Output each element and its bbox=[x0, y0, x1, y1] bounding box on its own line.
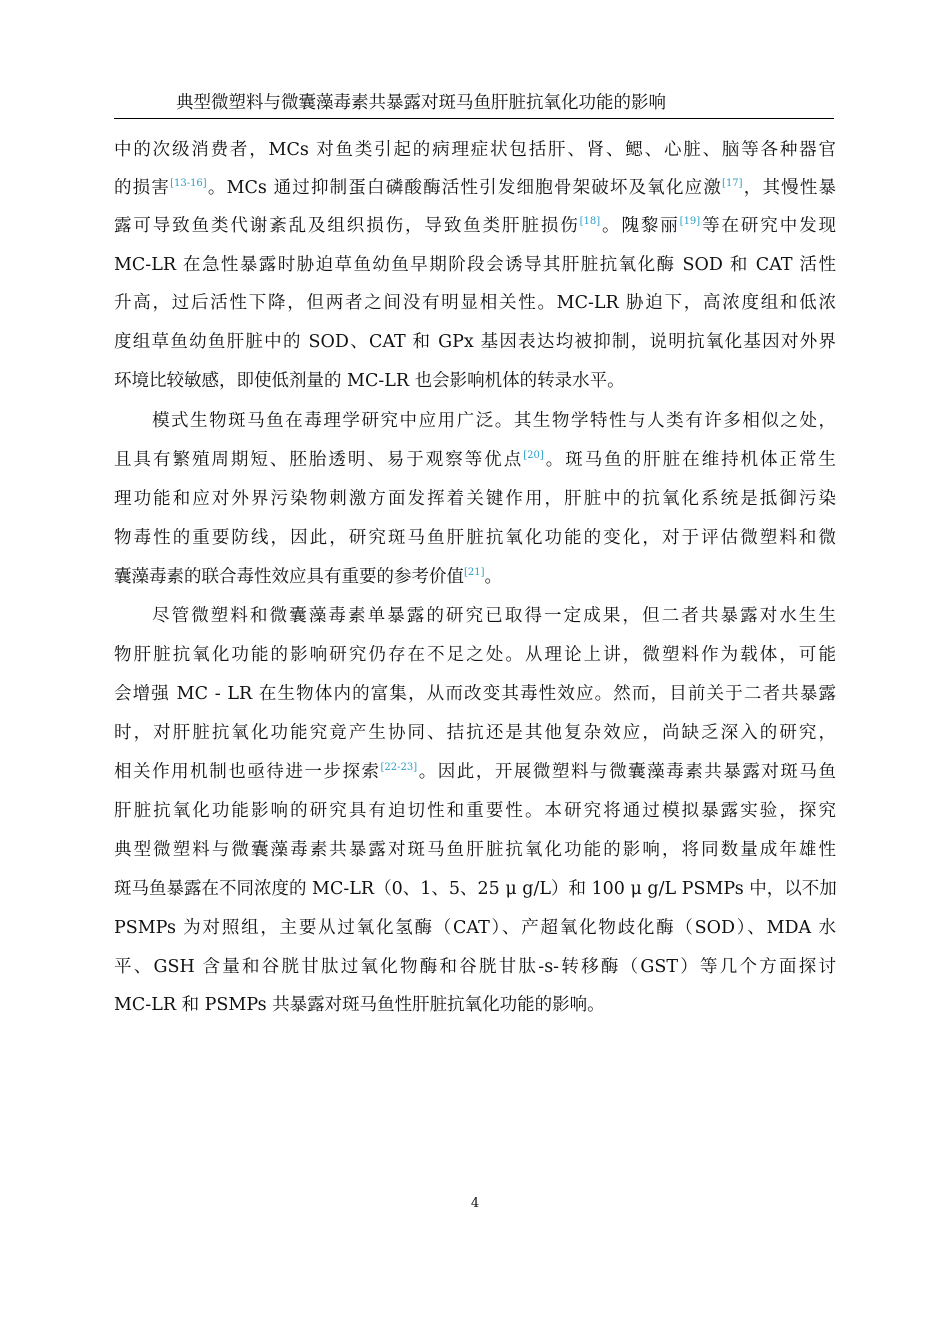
text-segment: 露可导致鱼类代谢紊乱及组织损伤，导致鱼类肝脏损伤 bbox=[114, 216, 580, 236]
text-line bbox=[114, 448, 836, 472]
text-segment: 理功能和应对外界污染物刺激方面发挥着关键作用，肝脏中的抗氧化系统是抵御污染 bbox=[114, 489, 836, 509]
header-title: 典型微塑料与微囊藻毒素共暴露对斑马鱼肝脏抗氧化功能的影响 bbox=[176, 93, 666, 113]
text-segment: 囊藻毒素的联合毒性效应具有重要的参考价值 bbox=[114, 567, 464, 587]
text-line bbox=[114, 916, 836, 940]
text-segment: 的损害 bbox=[114, 178, 171, 198]
text-line bbox=[114, 877, 836, 901]
text-segment: 。斑马鱼的肝脏在维持机体正常生 bbox=[543, 450, 837, 470]
text-segment: 度组草鱼幼鱼肝脏中的 SOD、CAT 和 GPx 基因表达均被抑制，说明抗氧化基因对外界 bbox=[114, 332, 836, 352]
citation-ref[interactable]: [13-16] bbox=[170, 178, 207, 189]
text-segment: MC-LR 和 PSMPs 共暴露对斑马鱼性肝脏抗氧化功能的影响。 bbox=[114, 995, 605, 1015]
text-segment: ，其慢性暴 bbox=[742, 178, 837, 198]
citation-ref[interactable]: [18] bbox=[579, 216, 601, 227]
text-line bbox=[114, 526, 836, 550]
text-segment: 。因此，开展微塑料与微囊藻毒素共暴露对斑马鱼 bbox=[417, 762, 837, 782]
running-header bbox=[114, 92, 834, 119]
citation-ref[interactable]: [21] bbox=[464, 567, 485, 578]
text-segment: PSMPs 为对照组，主要从过氧化氢酶（CAT）、产超氧化物歧化酶（SOD）、MDA 水 bbox=[114, 918, 836, 938]
text-segment: 物毒性的重要防线，因此，研究斑马鱼肝脏抗氧化功能的变化，对于评估微塑料和微 bbox=[114, 528, 836, 548]
text-segment: 斑马鱼暴露在不同浓度的 MC-LR（0、1、5、25 μ g/L）和 100 μ g/L PSMPs 中，以不加 bbox=[114, 879, 837, 899]
text-segment: 会增强 MC - LR 在生物体内的富集，从而改变其毒性效应。然而，目前关于二者共暴露 bbox=[114, 684, 836, 704]
text-segment: 环境比较敏感，即使低剂量的 MC-LR 也会影响机体的转录水平。 bbox=[114, 371, 625, 391]
page-number: 4 bbox=[470, 1196, 480, 1211]
text-segment: 物肝脏抗氧化功能的影响研究仍存在不足之处。从理论上讲，微塑料作为载体，可能 bbox=[114, 645, 836, 665]
text-line bbox=[114, 487, 836, 511]
text-line bbox=[114, 838, 836, 862]
text-line bbox=[114, 993, 605, 1017]
text-segment: 中的次级消费者，MCs 对鱼类引起的病理症状包括肝、肾、鳃、心脏、脑等各种器官 bbox=[114, 140, 836, 160]
citation-ref[interactable]: [20] bbox=[523, 450, 544, 461]
text-line bbox=[114, 565, 502, 589]
text-segment: 。隗黎丽 bbox=[600, 216, 680, 236]
text-segment: 尽管微塑料和微囊藻毒素单暴露的研究已取得一定成果，但二者共暴露对水生生 bbox=[152, 606, 836, 626]
text-segment: 典型微塑料与微囊藻毒素共暴露对斑马鱼肝脏抗氧化功能的影响，将同数量成年雄性 bbox=[114, 840, 836, 860]
citation-ref[interactable]: [22-23] bbox=[380, 762, 418, 773]
text-segment: 。 bbox=[484, 567, 503, 587]
text-line bbox=[114, 799, 836, 823]
text-line bbox=[152, 604, 836, 628]
text-line bbox=[114, 643, 836, 667]
text-line bbox=[114, 955, 836, 979]
text-segment: 时，对肝脏抗氧化功能究竟产生协同、拮抗还是其他复杂效应，尚缺乏深入的研究， bbox=[114, 723, 836, 743]
text-line bbox=[114, 682, 836, 706]
text-line bbox=[114, 214, 836, 238]
text-segment: 相关作用机制也亟待进一步探索 bbox=[114, 762, 381, 782]
citation-ref[interactable]: [17] bbox=[722, 178, 743, 189]
text-line bbox=[114, 721, 836, 745]
text-line bbox=[152, 409, 836, 433]
text-line bbox=[114, 330, 836, 354]
text-segment: 模式生物斑马鱼在毒理学研究中应用广泛。其生物学特性与人类有许多相似之处， bbox=[152, 411, 836, 431]
text-segment: 升高，过后活性下降，但两者之间没有明显相关性。MC-LR 胁迫下，高浓度组和低浓 bbox=[114, 293, 836, 313]
text-line bbox=[114, 760, 836, 784]
text-segment: 肝脏抗氧化功能影响的研究具有迫切性和重要性。本研究将通过模拟暴露实验，探究 bbox=[114, 801, 836, 821]
citation-ref[interactable]: [19] bbox=[679, 216, 701, 227]
text-segment: MC-LR 在急性暴露时胁迫草鱼幼鱼早期阶段会诱导其肝脏抗氧化酶 SOD 和 CAT 活性 bbox=[114, 255, 836, 275]
text-line bbox=[114, 253, 836, 277]
text-line bbox=[114, 138, 836, 162]
text-line bbox=[114, 176, 836, 200]
text-line bbox=[114, 291, 836, 315]
text-segment: 且具有繁殖周期短、胚胎透明、易于观察等优点 bbox=[114, 450, 524, 470]
text-segment: 。MCs 通过抑制蛋白磷酸酶活性引发细胞骨架破坏及氧化应激 bbox=[206, 178, 723, 198]
text-line bbox=[114, 369, 625, 393]
text-segment: 等在研究中发现 bbox=[700, 216, 837, 236]
text-segment: 平、GSH 含量和谷胱甘肽过氧化物酶和谷胱甘肽-s-转移酶（GST）等几个方面探讨 bbox=[114, 957, 836, 977]
